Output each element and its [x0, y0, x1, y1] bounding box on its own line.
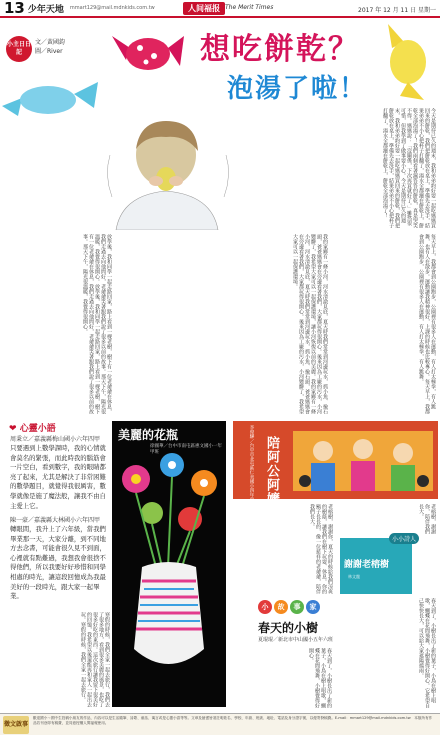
vase-art-byline: 徐國華／台中市南屯區惠文國小一年甲班	[150, 444, 222, 455]
poem-byline: 林文龍	[348, 574, 360, 579]
market-art-byline: 李俊驊／台中市北屯區仁美國小四年忠班	[249, 425, 254, 506]
heart-item1-byline: 周秉立／嘉義縣梅山國小六年四甲	[10, 436, 101, 443]
heart-icon: ❤	[9, 424, 17, 434]
page-number: 13	[4, 0, 25, 17]
article-text-bottom-left: 寒假的時候，我們全家一起去旅行，我們去了很多地方，看到很多美麗的風景，也吃了很多好吃的東西。這次旅行讓我留下很美好的回憶，我希望以後還能再和家人一起出去玩。寒假的時候，我們全家一起去旅行。	[80, 612, 110, 707]
child-illustration	[100, 115, 238, 230]
story-tag: 家	[306, 600, 320, 614]
headline-line1: 想吃餅乾？	[200, 32, 360, 67]
article-text-right: 每天早上，我都會到公園跑步，公園裡有很多人在運動，有人打太極拳，有人跳舞，也有人在散步。運動讓我精神很好，上課的時候也比較專心。每天早上，我都會到公園跑步，公園裡有很多人在運動，有人打太極拳，有人跳舞。	[418, 234, 436, 414]
diary-author: 文／黃國鈞 圖／River	[35, 39, 72, 55]
poem-text-2: 老榕樹，謝謝你，陪伴我們長大。	[418, 504, 436, 534]
story-byline: 夏琨琨／新北市中山國小五年六班	[258, 637, 334, 643]
article-text-middle: 我的家鄉有一條小河，河水清澈見底，夏天時我們常常到河邊玩水，抓小魚、撿石頭，爸爸媽媽會在旁邊看著我們，大家都玩得很開心。後來因為工廠的污水，小河變髒了，我希望大家可以一起保護環境，讓小河恢復以前的美麗。我的家鄉有一條小河，河水清澈見底，夏天時我們常常到河邊玩水，抓小魚、撿石頭，爸爸媽媽會在旁邊看著我們，大家都玩得很開心。後來因為工廠的污水，小河變髒了，我希望大家可以一起保護環境。	[292, 234, 328, 414]
headline-line2: 泡湯了啦！	[227, 74, 368, 104]
poem-text-1: 老榕樹，謝謝你，夏天的時候給我們涼爽的樹蔭，讓我們在樹下玩耍、休息。你的鬍子長長的，像一位慈祥的老爺爺，陪伴我們長大。	[309, 504, 333, 594]
story-tag: 故	[274, 600, 288, 614]
page-footer	[0, 713, 440, 735]
vase-artwork	[112, 421, 226, 707]
story-tag-row	[258, 600, 320, 614]
newspaper-logo: 人间福报	[183, 2, 225, 15]
issue-date: 2017 年 12 月 11 日 星期一	[358, 7, 436, 14]
story-tag: 事	[290, 600, 304, 614]
diary-article-text: 今天是期待已久的週末，我和弟弟約好要一起吃媽媽買回來的餅乾，我們把餅乾放在桌上，準備先去洗手，結果弟弟不小心把杯子打翻了，湯水全都灑在餅乾上，餅乾全部泡湯了！我們兩個看著濕答答的餅乾，真是哭笑不得。媽媽說：「沒關係，下次再買就好了。」雖然很可惜，但我學到了做事要小心。今天是期待已久的週末，我和弟弟約好要一起吃媽媽買回來的餅乾，我們把餅乾放在桌上，準備先去洗手，結果弟弟不小心把杯子打翻了，湯水全都灑在餅乾上，餅乾全部泡湯了！	[382, 108, 436, 228]
heart-item2-text: 轉眼間，我升上了六年級，當我們畢業那一天，大家分離，到不同地方去念書，可能會很久見不到面，心裡就有點難過，我想我會很捨不得他們，所以我要好好珍惜和同學相處的時光，讓這段回憶成為我最美好的一段時光，跟大家一起畢業。	[10, 525, 106, 601]
vase-illustration	[112, 449, 226, 707]
vase-art-title: 美麗的花瓶	[118, 428, 179, 442]
poem-title: 謝謝老榕樹	[344, 560, 390, 570]
submission-notice: 歡迎國小～國中生投稿小朋友的作品，內容可以是生活隨筆、詩歌、童話、寓言或是心靈小語等等。文章及繪畫皆須註明姓名、學校、年級、班級、地址、電話及身分證字號，以便寄發稿費。E-mail：mmart129@mail.mdnkids.com.tw 本版所有作品若刊登即有稿費，並同意授權人間福報使用。	[33, 716, 433, 725]
heart-item2-byline: 陳一豪／嘉義縣大林國小六年四甲	[10, 517, 101, 524]
heart-section-title: ❤ 心靈小語	[9, 424, 56, 434]
story-tag: 小	[258, 600, 272, 614]
story-text: 春天到了，小樹長出了新的葉子，小鳥在樹上唱歌，蝴蝶在花間飛舞，小樹覺得好開心。	[308, 648, 332, 708]
heart-item1-text: 只要遇到上數學課時，我的心情就會莫名的緊張，而此時我的腦筋會一片空白，看到數字，我的眼睛都亮了起來，尤其是解決了非常困難的數學題目，就覺得我很厲害，數學就像是施了魔法般，讓我不由自主愛上它。	[10, 444, 106, 510]
candy-icon	[108, 26, 186, 84]
story-title: 春天的小樹	[258, 621, 319, 635]
market-art-title: 陪阿公阿嬤去買菜	[264, 436, 279, 548]
diary-badge: 小主日日記	[6, 36, 32, 62]
candy-icon	[0, 76, 100, 120]
submission-badge: 徵文啟事	[3, 716, 29, 734]
section-title: 少年天地	[27, 4, 64, 15]
newspaper-logo-sub: The Merit Times	[225, 4, 274, 11]
story-text-right: 春天到了，小樹長出了新的葉子，小鳥在樹上唱歌，蝴蝶在花間飛舞，小樹覺得好開心。它希望自己快快長大，可以給大家遮陽擋雨。	[418, 598, 436, 708]
article-text-left: 放學後，我和同學一起走路回家，路上看到一棵老樹，樹下有一位老爺爺在休息，我們走過去向他問好，老爺爺笑著跟我們說了很多以前的故事。那天下午，陽光很溫暖，我覺得很開心。放學後，我和同學一起走路回家，路上看到一棵老樹，樹下有一位老爺爺在休息，我們走過去向他問好，老爺爺笑著跟我們說了很多以前的故事。那天下午，陽光很溫暖，我覺得很開心。	[82, 234, 112, 414]
header-email: mmart129@mail.mdnkids.com.tw	[69, 5, 155, 11]
poem-tag: 小小詩人	[389, 533, 419, 544]
candy-icon	[378, 22, 436, 102]
